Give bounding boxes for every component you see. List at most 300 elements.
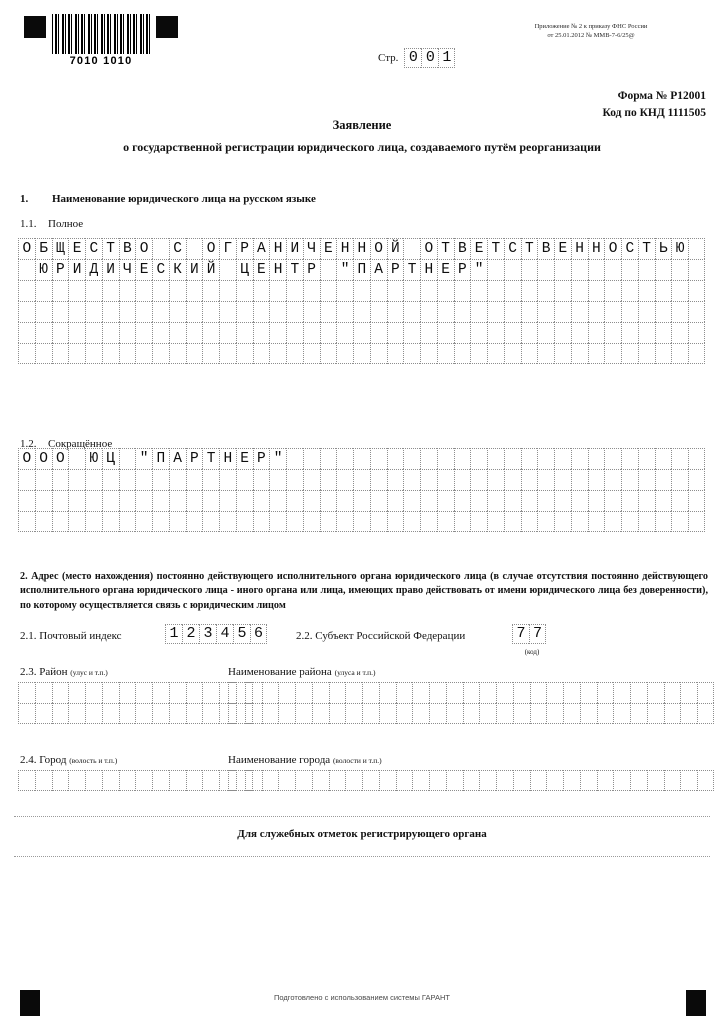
grid-cell[interactable] <box>286 448 303 469</box>
grid-cell[interactable] <box>588 469 605 490</box>
grid-cell[interactable] <box>202 343 219 364</box>
grid-cell[interactable] <box>554 322 571 343</box>
grid-cell[interactable] <box>621 511 638 532</box>
grid-cell[interactable] <box>370 301 387 322</box>
grid-cell[interactable] <box>362 682 379 703</box>
grid-cell[interactable] <box>487 511 504 532</box>
grid-cell[interactable] <box>228 703 245 724</box>
grid-cell[interactable] <box>429 770 446 791</box>
grid-cell[interactable] <box>621 322 638 343</box>
grid-cell[interactable] <box>479 770 496 791</box>
grid-cell[interactable] <box>68 770 85 791</box>
grid-cell[interactable] <box>52 343 69 364</box>
grid-cell[interactable] <box>269 469 286 490</box>
grid-cell[interactable] <box>671 280 688 301</box>
grid-cell[interactable] <box>537 343 554 364</box>
short-name-grid[interactable] <box>18 448 705 532</box>
grid-cell[interactable] <box>621 301 638 322</box>
grid-cell[interactable]: Д <box>85 259 102 280</box>
grid-cell[interactable]: Р <box>52 259 69 280</box>
grid-cell[interactable] <box>437 448 454 469</box>
grid-cell[interactable] <box>504 301 521 322</box>
grid-cell[interactable]: Т <box>286 259 303 280</box>
grid-cell[interactable] <box>487 490 504 511</box>
grid-cell[interactable] <box>470 343 487 364</box>
grid-row[interactable] <box>18 322 705 343</box>
grid-cell[interactable]: С <box>85 238 102 259</box>
grid-cell[interactable] <box>379 682 396 703</box>
grid-cell[interactable] <box>329 770 346 791</box>
grid-cell[interactable] <box>521 280 538 301</box>
grid-cell[interactable]: Й <box>202 259 219 280</box>
grid-cell[interactable] <box>303 280 320 301</box>
grid-cell[interactable]: Щ <box>52 238 69 259</box>
grid-cell[interactable] <box>135 511 152 532</box>
grid-cell[interactable] <box>655 343 672 364</box>
grid-cell[interactable] <box>286 301 303 322</box>
grid-cell[interactable] <box>412 703 429 724</box>
grid-cell[interactable] <box>387 322 404 343</box>
grid-cell[interactable] <box>18 343 35 364</box>
grid-cell[interactable] <box>504 448 521 469</box>
grid-cell[interactable] <box>236 301 253 322</box>
grid-cell[interactable] <box>353 280 370 301</box>
grid-cell[interactable] <box>688 238 705 259</box>
city-name-grid[interactable] <box>228 770 714 791</box>
grid-cell[interactable] <box>135 280 152 301</box>
grid-cell[interactable] <box>530 682 547 703</box>
grid-cell[interactable]: О <box>135 238 152 259</box>
grid-cell[interactable] <box>102 343 119 364</box>
page-number-cells[interactable] <box>404 48 455 68</box>
grid-cell[interactable] <box>604 280 621 301</box>
grid-cell[interactable] <box>571 301 588 322</box>
grid-cell[interactable] <box>253 343 270 364</box>
grid-cell[interactable] <box>454 280 471 301</box>
grid-cell[interactable]: Т <box>102 238 119 259</box>
grid-cell[interactable] <box>521 301 538 322</box>
grid-cell[interactable] <box>537 511 554 532</box>
grid-cell[interactable]: Ю <box>671 238 688 259</box>
grid-cell[interactable] <box>688 259 705 280</box>
grid-cell[interactable] <box>320 322 337 343</box>
subject-code-input[interactable] <box>512 624 546 644</box>
grid-cell[interactable]: Н <box>219 448 236 469</box>
grid-cell[interactable] <box>35 703 52 724</box>
grid-cell[interactable]: Е <box>135 259 152 280</box>
grid-cell[interactable] <box>437 490 454 511</box>
grid-row[interactable] <box>18 301 705 322</box>
grid-cell[interactable] <box>52 301 69 322</box>
grid-cell[interactable] <box>697 770 714 791</box>
grid-cell[interactable] <box>688 322 705 343</box>
grid-cell[interactable] <box>85 280 102 301</box>
grid-cell[interactable] <box>697 703 714 724</box>
grid-cell[interactable] <box>286 469 303 490</box>
grid-cell[interactable] <box>470 301 487 322</box>
grid-cell[interactable] <box>320 511 337 532</box>
value-cell[interactable]: 7 <box>512 624 529 644</box>
grid-cell[interactable] <box>597 770 614 791</box>
grid-cell[interactable] <box>85 490 102 511</box>
grid-cell[interactable] <box>269 322 286 343</box>
grid-cell[interactable] <box>487 469 504 490</box>
grid-cell[interactable] <box>647 703 664 724</box>
grid-cell[interactable] <box>403 511 420 532</box>
grid-cell[interactable] <box>571 343 588 364</box>
grid-cell[interactable] <box>554 469 571 490</box>
grid-cell[interactable] <box>588 343 605 364</box>
grid-cell[interactable] <box>18 703 35 724</box>
grid-row[interactable] <box>18 448 705 469</box>
grid-cell[interactable] <box>286 490 303 511</box>
grid-cell[interactable] <box>479 682 496 703</box>
grid-cell[interactable] <box>521 259 538 280</box>
grid-cell[interactable]: Ь <box>655 238 672 259</box>
grid-cell[interactable]: О <box>202 238 219 259</box>
grid-cell[interactable] <box>537 469 554 490</box>
grid-cell[interactable] <box>554 280 571 301</box>
grid-cell[interactable] <box>638 259 655 280</box>
grid-cell[interactable]: О <box>370 238 387 259</box>
grid-cell[interactable] <box>437 322 454 343</box>
grid-cell[interactable] <box>387 343 404 364</box>
grid-cell[interactable] <box>504 490 521 511</box>
grid-cell[interactable] <box>604 469 621 490</box>
grid-cell[interactable] <box>479 703 496 724</box>
grid-cell[interactable]: А <box>253 238 270 259</box>
grid-cell[interactable] <box>638 280 655 301</box>
grid-cell[interactable] <box>336 490 353 511</box>
grid-cell[interactable] <box>387 469 404 490</box>
grid-cell[interactable] <box>102 703 119 724</box>
grid-cell[interactable] <box>169 770 186 791</box>
grid-cell[interactable] <box>487 259 504 280</box>
grid-cell[interactable] <box>454 448 471 469</box>
grid-cell[interactable]: Н <box>588 238 605 259</box>
grid-cell[interactable]: Е <box>470 238 487 259</box>
grid-cell[interactable]: О <box>604 238 621 259</box>
grid-cell[interactable] <box>353 343 370 364</box>
grid-cell[interactable]: В <box>119 238 136 259</box>
grid-cell[interactable] <box>370 322 387 343</box>
grid-cell[interactable] <box>412 682 429 703</box>
grid-cell[interactable] <box>303 469 320 490</box>
grid-cell[interactable] <box>119 511 136 532</box>
grid-cell[interactable] <box>470 469 487 490</box>
page-number-cell[interactable]: 0 <box>404 48 421 68</box>
grid-cell[interactable] <box>18 469 35 490</box>
grid-cell[interactable] <box>135 682 152 703</box>
grid-cell[interactable] <box>537 448 554 469</box>
grid-cell[interactable] <box>295 703 312 724</box>
grid-cell[interactable] <box>680 770 697 791</box>
grid-cell[interactable] <box>345 703 362 724</box>
district-code-grid[interactable] <box>18 682 253 724</box>
grid-cell[interactable] <box>504 280 521 301</box>
grid-cell[interactable] <box>571 280 588 301</box>
grid-cell[interactable] <box>454 490 471 511</box>
grid-cell[interactable] <box>638 448 655 469</box>
grid-cell[interactable] <box>387 448 404 469</box>
grid-cell[interactable] <box>336 301 353 322</box>
grid-cell[interactable] <box>278 770 295 791</box>
grid-cell[interactable] <box>403 238 420 259</box>
grid-cell[interactable] <box>119 322 136 343</box>
grid-cell[interactable] <box>437 301 454 322</box>
grid-cell[interactable] <box>262 682 279 703</box>
grid-cell[interactable] <box>420 322 437 343</box>
grid-cell[interactable] <box>437 343 454 364</box>
grid-cell[interactable] <box>52 770 69 791</box>
grid-cell[interactable] <box>521 511 538 532</box>
grid-cell[interactable] <box>68 343 85 364</box>
grid-cell[interactable] <box>554 490 571 511</box>
grid-cell[interactable] <box>353 511 370 532</box>
grid-cell[interactable] <box>588 490 605 511</box>
grid-cell[interactable] <box>236 490 253 511</box>
grid-cell[interactable]: Р <box>303 259 320 280</box>
grid-row[interactable] <box>18 343 705 364</box>
grid-cell[interactable]: Р <box>236 238 253 259</box>
grid-cell[interactable] <box>169 490 186 511</box>
grid-cell[interactable] <box>655 490 672 511</box>
grid-cell[interactable] <box>487 301 504 322</box>
grid-cell[interactable] <box>253 469 270 490</box>
grid-cell[interactable] <box>186 682 203 703</box>
grid-cell[interactable] <box>403 448 420 469</box>
grid-cell[interactable] <box>655 448 672 469</box>
grid-cell[interactable] <box>135 322 152 343</box>
grid-cell[interactable]: О <box>18 448 35 469</box>
grid-cell[interactable]: Е <box>320 238 337 259</box>
value-cell[interactable]: 5 <box>233 624 250 644</box>
grid-cell[interactable] <box>320 259 337 280</box>
grid-cell[interactable] <box>571 322 588 343</box>
grid-cell[interactable]: А <box>370 259 387 280</box>
grid-cell[interactable] <box>186 469 203 490</box>
grid-cell[interactable] <box>638 469 655 490</box>
grid-cell[interactable] <box>387 490 404 511</box>
grid-cell[interactable] <box>186 490 203 511</box>
grid-cell[interactable] <box>219 301 236 322</box>
grid-row[interactable] <box>228 703 714 724</box>
grid-cell[interactable] <box>604 343 621 364</box>
grid-cell[interactable] <box>554 301 571 322</box>
grid-cell[interactable] <box>152 511 169 532</box>
grid-cell[interactable] <box>68 448 85 469</box>
grid-cell[interactable] <box>320 343 337 364</box>
grid-cell[interactable] <box>638 511 655 532</box>
grid-cell[interactable] <box>671 259 688 280</box>
grid-cell[interactable] <box>487 448 504 469</box>
grid-cell[interactable] <box>412 770 429 791</box>
grid-cell[interactable] <box>286 280 303 301</box>
grid-cell[interactable] <box>169 511 186 532</box>
grid-cell[interactable] <box>403 280 420 301</box>
grid-cell[interactable] <box>219 343 236 364</box>
grid-cell[interactable] <box>236 343 253 364</box>
grid-cell[interactable] <box>688 301 705 322</box>
grid-cell[interactable] <box>571 259 588 280</box>
grid-cell[interactable] <box>152 703 169 724</box>
grid-row[interactable] <box>18 511 705 532</box>
grid-cell[interactable] <box>312 703 329 724</box>
grid-cell[interactable] <box>336 511 353 532</box>
grid-cell[interactable] <box>102 280 119 301</box>
page-number-cell[interactable]: 1 <box>438 48 455 68</box>
value-cell[interactable]: 2 <box>182 624 199 644</box>
grid-row[interactable] <box>18 259 705 280</box>
grid-cell[interactable] <box>253 280 270 301</box>
grid-cell[interactable] <box>18 770 35 791</box>
grid-cell[interactable] <box>429 703 446 724</box>
grid-cell[interactable] <box>370 490 387 511</box>
grid-cell[interactable] <box>236 511 253 532</box>
grid-cell[interactable] <box>446 703 463 724</box>
grid-cell[interactable] <box>504 259 521 280</box>
grid-cell[interactable] <box>202 770 219 791</box>
grid-cell[interactable] <box>119 703 136 724</box>
grid-cell[interactable]: И <box>286 238 303 259</box>
grid-cell[interactable] <box>688 490 705 511</box>
grid-cell[interactable] <box>219 259 236 280</box>
grid-cell[interactable] <box>119 448 136 469</box>
grid-cell[interactable] <box>152 301 169 322</box>
grid-cell[interactable]: Г <box>219 238 236 259</box>
grid-cell[interactable] <box>186 770 203 791</box>
grid-cell[interactable] <box>487 343 504 364</box>
grid-cell[interactable] <box>613 703 630 724</box>
grid-cell[interactable] <box>638 490 655 511</box>
grid-cell[interactable] <box>152 682 169 703</box>
grid-cell[interactable]: Н <box>269 238 286 259</box>
grid-cell[interactable] <box>219 280 236 301</box>
grid-cell[interactable] <box>362 770 379 791</box>
grid-cell[interactable]: О <box>35 448 52 469</box>
grid-cell[interactable] <box>403 301 420 322</box>
grid-cell[interactable] <box>336 448 353 469</box>
grid-cell[interactable] <box>396 770 413 791</box>
grid-cell[interactable] <box>504 322 521 343</box>
grid-row[interactable] <box>18 469 705 490</box>
grid-cell[interactable]: Ч <box>119 259 136 280</box>
grid-cell[interactable] <box>68 703 85 724</box>
value-cell[interactable]: 3 <box>199 624 216 644</box>
grid-cell[interactable] <box>613 770 630 791</box>
grid-cell[interactable] <box>35 343 52 364</box>
grid-cell[interactable] <box>554 259 571 280</box>
grid-cell[interactable] <box>278 703 295 724</box>
grid-cell[interactable]: О <box>420 238 437 259</box>
grid-cell[interactable] <box>588 301 605 322</box>
grid-cell[interactable] <box>571 490 588 511</box>
grid-cell[interactable] <box>688 448 705 469</box>
grid-cell[interactable] <box>353 469 370 490</box>
grid-cell[interactable] <box>403 490 420 511</box>
grid-cell[interactable] <box>320 301 337 322</box>
grid-cell[interactable] <box>588 511 605 532</box>
grid-cell[interactable] <box>202 511 219 532</box>
grid-cell[interactable] <box>537 322 554 343</box>
grid-cell[interactable] <box>638 343 655 364</box>
grid-cell[interactable] <box>186 703 203 724</box>
grid-cell[interactable] <box>135 469 152 490</box>
grid-cell[interactable] <box>186 511 203 532</box>
grid-cell[interactable] <box>236 280 253 301</box>
grid-cell[interactable] <box>35 682 52 703</box>
grid-cell[interactable] <box>18 682 35 703</box>
grid-cell[interactable] <box>52 280 69 301</box>
grid-cell[interactable] <box>68 301 85 322</box>
grid-cell[interactable]: В <box>537 238 554 259</box>
grid-cell[interactable] <box>169 343 186 364</box>
grid-cell[interactable] <box>463 682 480 703</box>
grid-cell[interactable] <box>219 511 236 532</box>
grid-cell[interactable] <box>303 448 320 469</box>
grid-cell[interactable] <box>454 511 471 532</box>
grid-cell[interactable] <box>537 301 554 322</box>
grid-cell[interactable] <box>604 322 621 343</box>
grid-cell[interactable] <box>119 770 136 791</box>
grid-cell[interactable] <box>102 682 119 703</box>
grid-cell[interactable] <box>18 301 35 322</box>
grid-cell[interactable] <box>102 511 119 532</box>
grid-cell[interactable] <box>487 322 504 343</box>
grid-cell[interactable] <box>18 511 35 532</box>
grid-cell[interactable] <box>219 490 236 511</box>
grid-cell[interactable] <box>671 511 688 532</box>
grid-cell[interactable] <box>513 703 530 724</box>
grid-cell[interactable] <box>638 322 655 343</box>
grid-cell[interactable] <box>513 770 530 791</box>
grid-cell[interactable] <box>353 490 370 511</box>
grid-cell[interactable] <box>454 322 471 343</box>
grid-cell[interactable]: " <box>336 259 353 280</box>
grid-cell[interactable] <box>202 280 219 301</box>
grid-cell[interactable] <box>186 280 203 301</box>
grid-cell[interactable]: Н <box>420 259 437 280</box>
grid-cell[interactable]: К <box>169 259 186 280</box>
grid-cell[interactable] <box>697 682 714 703</box>
grid-cell[interactable] <box>262 770 279 791</box>
grid-cell[interactable] <box>671 490 688 511</box>
grid-cell[interactable] <box>604 448 621 469</box>
grid-cell[interactable] <box>102 770 119 791</box>
grid-cell[interactable] <box>228 770 245 791</box>
grid-cell[interactable] <box>655 280 672 301</box>
grid-cell[interactable]: И <box>186 259 203 280</box>
grid-cell[interactable] <box>647 682 664 703</box>
grid-cell[interactable] <box>437 511 454 532</box>
grid-cell[interactable] <box>186 301 203 322</box>
grid-cell[interactable] <box>630 703 647 724</box>
value-cell[interactable]: 7 <box>529 624 546 644</box>
grid-cell[interactable] <box>621 448 638 469</box>
grid-cell[interactable] <box>420 490 437 511</box>
grid-cell[interactable] <box>68 682 85 703</box>
grid-cell[interactable] <box>353 448 370 469</box>
grid-cell[interactable] <box>671 301 688 322</box>
grid-cell[interactable]: Й <box>387 238 404 259</box>
grid-cell[interactable] <box>597 682 614 703</box>
grid-cell[interactable] <box>664 770 681 791</box>
grid-cell[interactable] <box>52 469 69 490</box>
grid-cell[interactable] <box>688 343 705 364</box>
grid-cell[interactable] <box>403 469 420 490</box>
grid-cell[interactable] <box>454 469 471 490</box>
grid-cell[interactable] <box>546 703 563 724</box>
